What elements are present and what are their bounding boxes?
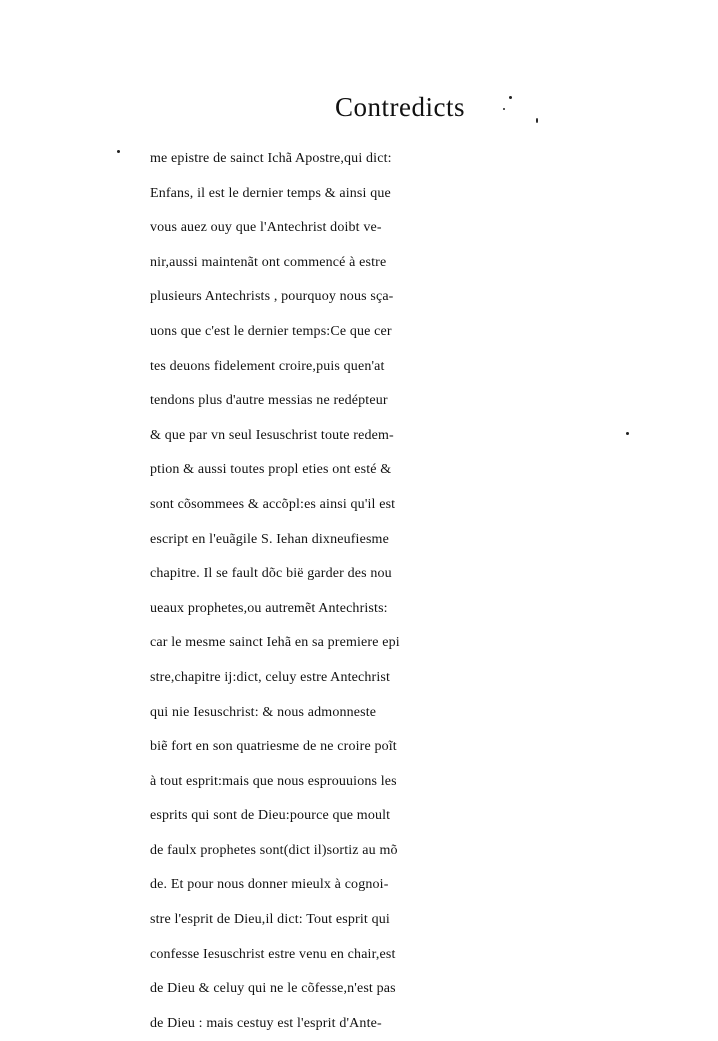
text-line-24: confesse Iesuschrist estre venu en chair,est bbox=[150, 946, 396, 962]
text-line-3: vous auez ouy que l'Antechrist doibt ve- bbox=[150, 220, 382, 236]
text-line-7: tes deuons fidelement croire,puis quen'at bbox=[150, 358, 385, 374]
text-line-21: de faulx prophetes sont(dict il)sortiz au mõ bbox=[150, 842, 398, 858]
text-line-1: me epistre de sainct Ichã Apostre,qui dict: bbox=[150, 151, 392, 166]
text-line-5: plusieurs Antechrists , pourquoy nous sça- bbox=[150, 289, 394, 305]
text-line-13: chapitre. Il se fault dõc bië garder des nou bbox=[150, 566, 392, 582]
ink-speck bbox=[536, 118, 538, 123]
text-line-11: sont cõsommees & accõpl:es ainsi qu'il est bbox=[150, 496, 396, 512]
text-line-18: biẽ fort en son quatriesme de ne croire poĩt bbox=[150, 739, 397, 755]
ink-speck bbox=[503, 108, 505, 110]
text-line-4: nir,aussi maintenãt ont commencé à estre bbox=[150, 254, 387, 270]
ink-speck bbox=[509, 96, 512, 99]
text-line-22: de. Et pour nous donner mieulx à cognoi- bbox=[150, 877, 389, 893]
text-line-10: ption & aussi toutes propl eties ont esté & bbox=[150, 462, 392, 478]
text-line-25: de Dieu & celuy qui ne le cõfesse,n'est pas bbox=[150, 981, 396, 997]
body-text bbox=[150, 142, 630, 1041]
text-line-20: esprits qui sont de Dieu:pource que moult bbox=[150, 808, 391, 824]
text-line-14: ueaux prophetes,ou autremẽt Antechrists: bbox=[150, 600, 388, 616]
text-line-16: stre,chapitre ij:dict, celuy estre Antechrist bbox=[150, 669, 390, 685]
text-line-2: Enfans, il est le dernier temps & ainsi que bbox=[150, 185, 391, 201]
text-line-9: & que par vn seul Iesuschrist toute redem- bbox=[150, 427, 394, 443]
ink-speck bbox=[117, 150, 120, 153]
text-line-26: de Dieu : mais cestuy est l'esprit d'Ante- bbox=[150, 1015, 382, 1031]
text-line-12: escript en l'euãgile S. Iehan dixneufiesme bbox=[150, 531, 389, 547]
text-line-6: uons que c'est le dernier temps:Ce que cer bbox=[150, 323, 392, 339]
running-head: Contredicts bbox=[335, 92, 465, 122]
text-line-23: stre l'esprit de Dieu,il dict: Tout esprit qui bbox=[150, 912, 390, 928]
text-line-19: à tout esprit:mais que nous esprouuions les bbox=[150, 773, 397, 789]
text-line-17: qui nie Iesuschrist: & nous admonneste bbox=[150, 704, 377, 720]
text-line-15: car le mesme sainct Iehã en sa premiere epi bbox=[150, 635, 400, 651]
text-line-8: tendons plus d'autre messias ne redépteur bbox=[150, 393, 388, 409]
